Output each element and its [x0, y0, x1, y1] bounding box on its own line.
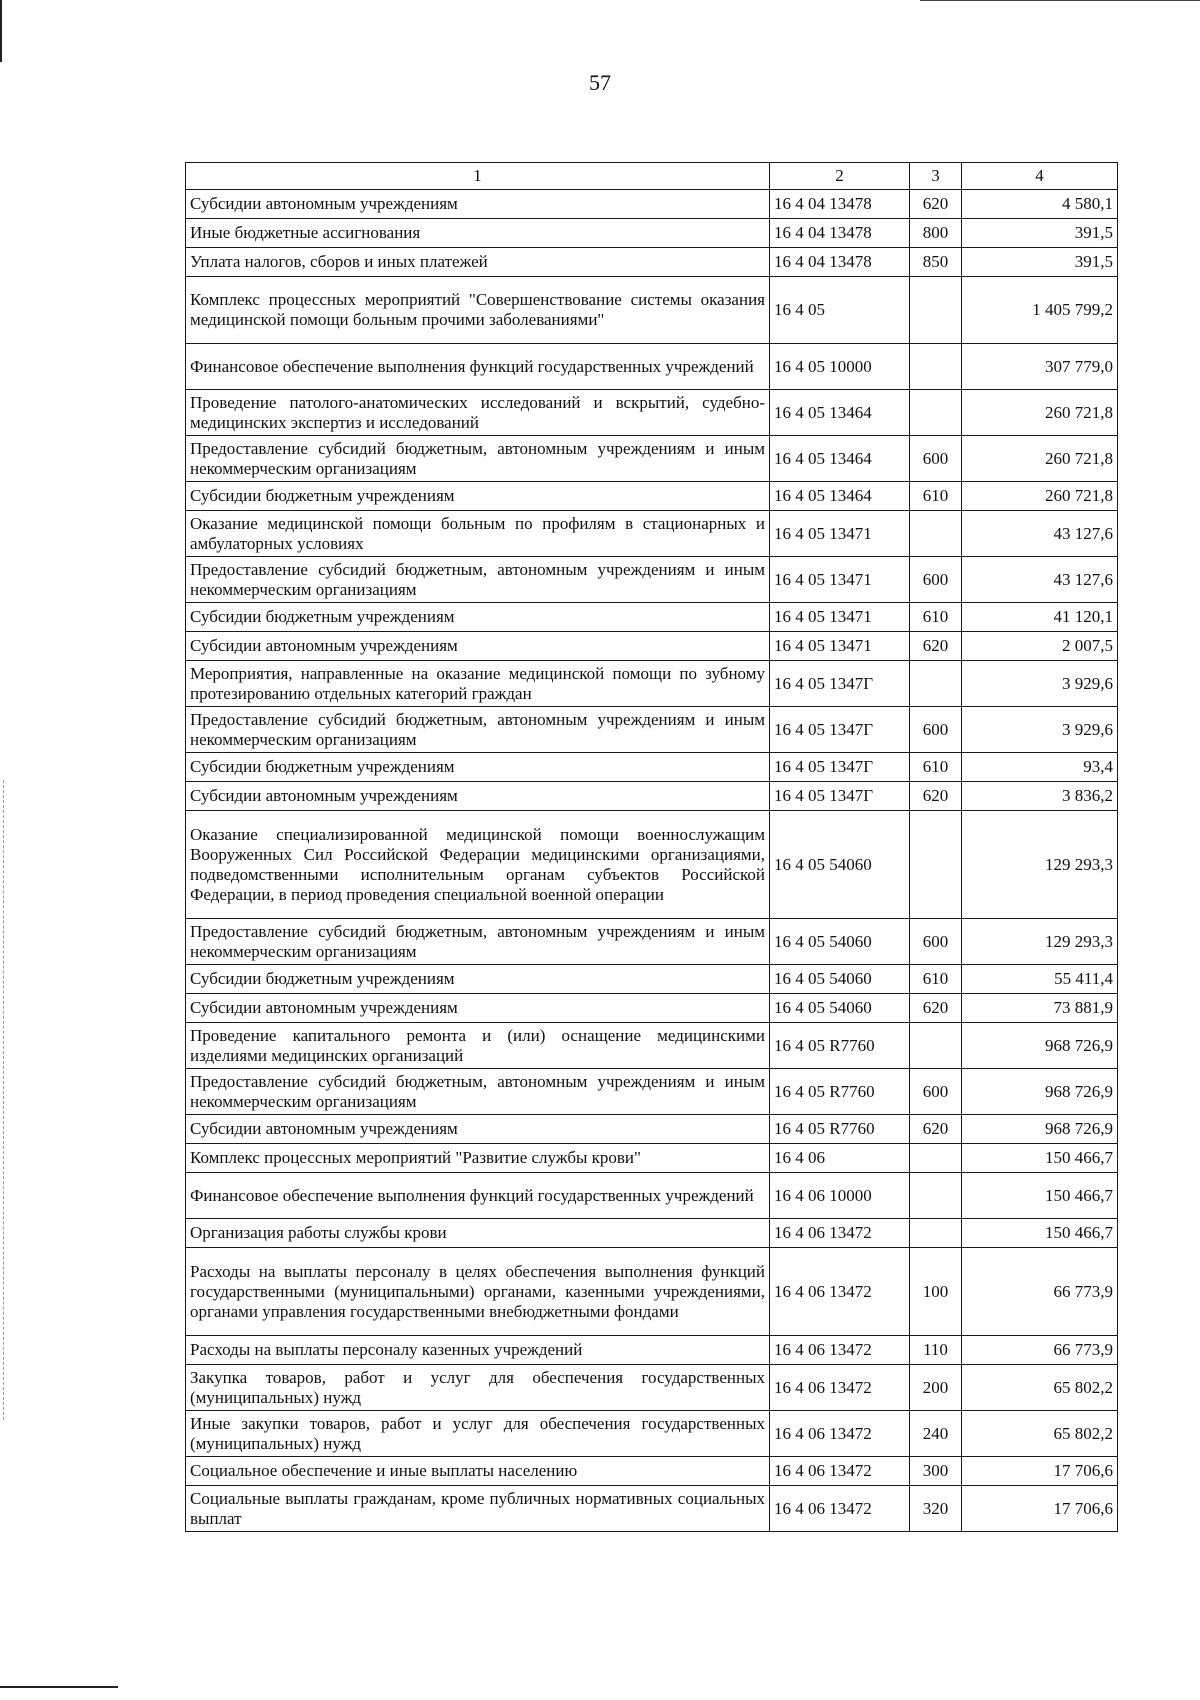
scan-edge-line-left: [0, 0, 2, 62]
cell-expense-type: 610: [910, 753, 962, 782]
cell-name: Оказание медицинской помощи больным по профилям в стационарных и амбулаторных условиях: [186, 511, 770, 557]
cell-amount: 968 726,9: [962, 1115, 1118, 1144]
cell-code: 16 4 05 54060: [770, 965, 910, 994]
cell-code: 16 4 05 54060: [770, 994, 910, 1023]
cell-name: Финансовое обеспечение выполнения функций государственных учреждений: [186, 344, 770, 390]
cell-amount: 4 580,1: [962, 190, 1118, 219]
header-col-3: 3: [910, 163, 962, 190]
cell-code: 16 4 06 13472: [770, 1248, 910, 1336]
cell-code: 16 4 05 13464: [770, 482, 910, 511]
cell-expense-type: [910, 1173, 962, 1219]
cell-amount: 968 726,9: [962, 1023, 1118, 1069]
cell-amount: 2 007,5: [962, 632, 1118, 661]
cell-expense-type: 600: [910, 436, 962, 482]
table-row: [186, 1023, 1118, 1069]
table-row: [186, 753, 1118, 782]
cell-amount: 17 706,6: [962, 1486, 1118, 1532]
budget-table-body: [186, 163, 1118, 1532]
table-row: [186, 277, 1118, 344]
cell-code: 16 4 05 54060: [770, 811, 910, 919]
cell-expense-type: [910, 344, 962, 390]
cell-name: Субсидии автономным учреждениям: [186, 632, 770, 661]
table-row: [186, 436, 1118, 482]
table-row: [186, 661, 1118, 707]
cell-amount: 17 706,6: [962, 1457, 1118, 1486]
cell-amount: 43 127,6: [962, 557, 1118, 603]
cell-name: Расходы на выплаты персоналу в целях обеспечения выполнения функций государственными (муниципальными) органами, казенными учреждениями, органами управления государственными внебюджетными фондами: [186, 1248, 770, 1336]
table-row: [186, 511, 1118, 557]
cell-expense-type: [910, 661, 962, 707]
table-row: [186, 557, 1118, 603]
table-header-row: [186, 163, 1118, 190]
cell-amount: 150 466,7: [962, 1173, 1118, 1219]
cell-expense-type: 110: [910, 1336, 962, 1365]
cell-code: 16 4 06 13472: [770, 1411, 910, 1457]
table-row: [186, 190, 1118, 219]
cell-name: Оказание специализированной медицинской помощи военнослужащим Вооруженных Сил Российской Федерации медицинскими организациями, подведомственными исполнительным органам субъектов Российской Федерации, в период проведения специальной военной операции: [186, 811, 770, 919]
table-row: [186, 965, 1118, 994]
cell-name: Субсидии автономным учреждениям: [186, 994, 770, 1023]
cell-code: 16 4 05 54060: [770, 919, 910, 965]
cell-code: 16 4 05 13471: [770, 557, 910, 603]
cell-name: Предоставление субсидий бюджетным, автономным учреждениям и иным некоммерческим организациям: [186, 919, 770, 965]
cell-name: Иные бюджетные ассигнования: [186, 219, 770, 248]
cell-expense-type: 200: [910, 1365, 962, 1411]
cell-expense-type: 600: [910, 707, 962, 753]
table-row: [186, 344, 1118, 390]
table-row: [186, 390, 1118, 436]
table-row: [186, 1248, 1118, 1336]
cell-expense-type: 300: [910, 1457, 962, 1486]
cell-amount: 260 721,8: [962, 482, 1118, 511]
cell-amount: 391,5: [962, 248, 1118, 277]
table-row: [186, 482, 1118, 511]
cell-amount: 150 466,7: [962, 1144, 1118, 1173]
cell-amount: 150 466,7: [962, 1219, 1118, 1248]
cell-code: 16 4 05 13464: [770, 436, 910, 482]
cell-amount: 3 836,2: [962, 782, 1118, 811]
cell-code: 16 4 05 13471: [770, 632, 910, 661]
cell-amount: 55 411,4: [962, 965, 1118, 994]
cell-amount: 3 929,6: [962, 661, 1118, 707]
cell-code: 16 4 05 1347Г: [770, 661, 910, 707]
cell-name: Субсидии автономным учреждениям: [186, 782, 770, 811]
cell-name: Проведение патолого-анатомических исследований и вскрытий, судебно-медицинских экспертиз и исследований: [186, 390, 770, 436]
table-row: [186, 1336, 1118, 1365]
cell-code: 16 4 05 1347Г: [770, 753, 910, 782]
budget-table-container: [185, 162, 1117, 1532]
cell-code: 16 4 06 13472: [770, 1486, 910, 1532]
cell-code: 16 4 05 13471: [770, 511, 910, 557]
cell-expense-type: 600: [910, 1069, 962, 1115]
cell-name: Организация работы службы крови: [186, 1219, 770, 1248]
table-row: [186, 1069, 1118, 1115]
cell-code: 16 4 06 10000: [770, 1173, 910, 1219]
table-row: [186, 1144, 1118, 1173]
cell-expense-type: 800: [910, 219, 962, 248]
cell-expense-type: [910, 1219, 962, 1248]
cell-expense-type: 240: [910, 1411, 962, 1457]
cell-amount: 43 127,6: [962, 511, 1118, 557]
cell-name: Закупка товаров, работ и услуг для обеспечения государственных (муниципальных) нужд: [186, 1365, 770, 1411]
cell-code: 16 4 05 13471: [770, 603, 910, 632]
cell-expense-type: 620: [910, 782, 962, 811]
cell-amount: 66 773,9: [962, 1336, 1118, 1365]
cell-name: Комплекс процессных мероприятий "Совершенствование системы оказания медицинской помощи больным прочими заболеваниями": [186, 277, 770, 344]
cell-amount: 65 802,2: [962, 1365, 1118, 1411]
cell-code: 16 4 05 10000: [770, 344, 910, 390]
cell-name: Предоставление субсидий бюджетным, автономным учреждениям и иным некоммерческим организациям: [186, 1069, 770, 1115]
cell-amount: 66 773,9: [962, 1248, 1118, 1336]
cell-expense-type: 610: [910, 482, 962, 511]
cell-expense-type: 620: [910, 994, 962, 1023]
scan-edge-line-bottom: [0, 1686, 118, 1688]
cell-name: Субсидии бюджетным учреждениям: [186, 965, 770, 994]
cell-name: Субсидии автономным учреждениям: [186, 190, 770, 219]
cell-expense-type: 320: [910, 1486, 962, 1532]
cell-expense-type: [910, 1144, 962, 1173]
cell-name: Комплекс процессных мероприятий "Развитие службы крови": [186, 1144, 770, 1173]
cell-expense-type: [910, 1023, 962, 1069]
cell-name: Субсидии бюджетным учреждениям: [186, 482, 770, 511]
table-row: [186, 1365, 1118, 1411]
cell-expense-type: 620: [910, 190, 962, 219]
table-row: [186, 1486, 1118, 1532]
cell-amount: 1 405 799,2: [962, 277, 1118, 344]
cell-code: 16 4 05 13464: [770, 390, 910, 436]
cell-name: Проведение капитального ремонта и (или) оснащение медицинскими изделиями медицинских организаций: [186, 1023, 770, 1069]
budget-table: [185, 162, 1118, 1532]
cell-code: 16 4 06 13472: [770, 1219, 910, 1248]
cell-expense-type: [910, 277, 962, 344]
table-row: [186, 1457, 1118, 1486]
cell-amount: 41 120,1: [962, 603, 1118, 632]
cell-code: 16 4 06 13472: [770, 1365, 910, 1411]
cell-expense-type: [910, 811, 962, 919]
cell-name: Субсидии автономным учреждениям: [186, 1115, 770, 1144]
cell-amount: 968 726,9: [962, 1069, 1118, 1115]
cell-name: Социальные выплаты гражданам, кроме публичных нормативных социальных выплат: [186, 1486, 770, 1532]
table-row: [186, 1115, 1118, 1144]
table-row: [186, 219, 1118, 248]
cell-amount: 3 929,6: [962, 707, 1118, 753]
cell-name: Предоставление субсидий бюджетным, автономным учреждениям и иным некоммерческим организациям: [186, 707, 770, 753]
cell-expense-type: 620: [910, 632, 962, 661]
cell-code: 16 4 05 R7760: [770, 1069, 910, 1115]
header-col-1: 1: [186, 163, 770, 190]
cell-code: 16 4 06 13472: [770, 1336, 910, 1365]
cell-code: 16 4 05 R7760: [770, 1115, 910, 1144]
cell-name: Уплата налогов, сборов и иных платежей: [186, 248, 770, 277]
cell-expense-type: 100: [910, 1248, 962, 1336]
cell-code: 16 4 06 13472: [770, 1457, 910, 1486]
cell-expense-type: 850: [910, 248, 962, 277]
cell-expense-type: 610: [910, 603, 962, 632]
header-col-2: 2: [770, 163, 910, 190]
table-row: [186, 919, 1118, 965]
cell-code: 16 4 05 1347Г: [770, 707, 910, 753]
cell-name: Финансовое обеспечение выполнения функций государственных учреждений: [186, 1173, 770, 1219]
cell-amount: 391,5: [962, 219, 1118, 248]
cell-code: 16 4 05 1347Г: [770, 782, 910, 811]
table-row: [186, 248, 1118, 277]
cell-expense-type: 610: [910, 965, 962, 994]
cell-name: Предоставление субсидий бюджетным, автономным учреждениям и иным некоммерческим организациям: [186, 436, 770, 482]
cell-code: 16 4 05: [770, 277, 910, 344]
cell-amount: 260 721,8: [962, 436, 1118, 482]
cell-amount: 129 293,3: [962, 811, 1118, 919]
cell-expense-type: [910, 390, 962, 436]
cell-name: Предоставление субсидий бюджетным, автономным учреждениям и иным некоммерческим организациям: [186, 557, 770, 603]
page-number: 57: [589, 70, 611, 95]
table-row: [186, 811, 1118, 919]
header-col-4: 4: [962, 163, 1118, 190]
cell-name: Субсидии бюджетным учреждениям: [186, 603, 770, 632]
table-row: [186, 1411, 1118, 1457]
table-row: [186, 707, 1118, 753]
table-row: [186, 1173, 1118, 1219]
cell-expense-type: 600: [910, 919, 962, 965]
table-row: [186, 994, 1118, 1023]
cell-amount: 129 293,3: [962, 919, 1118, 965]
scan-edge-line-top: [920, 0, 1200, 1]
cell-amount: 65 802,2: [962, 1411, 1118, 1457]
cell-name: Мероприятия, направленные на оказание медицинской помощи по зубному протезированию отдельных категорий граждан: [186, 661, 770, 707]
cell-amount: 73 881,9: [962, 994, 1118, 1023]
cell-name: Иные закупки товаров, работ и услуг для обеспечения государственных (муниципальных) нужд: [186, 1411, 770, 1457]
table-row: [186, 782, 1118, 811]
cell-code: 16 4 04 13478: [770, 219, 910, 248]
cell-code: 16 4 04 13478: [770, 190, 910, 219]
cell-name: Социальное обеспечение и иные выплаты населению: [186, 1457, 770, 1486]
cell-code: 16 4 06: [770, 1144, 910, 1173]
table-row: [186, 1219, 1118, 1248]
cell-amount: 93,4: [962, 753, 1118, 782]
cell-expense-type: 600: [910, 557, 962, 603]
cell-name: Субсидии бюджетным учреждениям: [186, 753, 770, 782]
scan-edge-dashes: [3, 780, 4, 1420]
cell-expense-type: 620: [910, 1115, 962, 1144]
table-row: [186, 632, 1118, 661]
cell-amount: 307 779,0: [962, 344, 1118, 390]
cell-expense-type: [910, 511, 962, 557]
cell-code: 16 4 05 R7760: [770, 1023, 910, 1069]
cell-code: 16 4 04 13478: [770, 248, 910, 277]
cell-amount: 260 721,8: [962, 390, 1118, 436]
table-row: [186, 603, 1118, 632]
cell-name: Расходы на выплаты персоналу казенных учреждений: [186, 1336, 770, 1365]
